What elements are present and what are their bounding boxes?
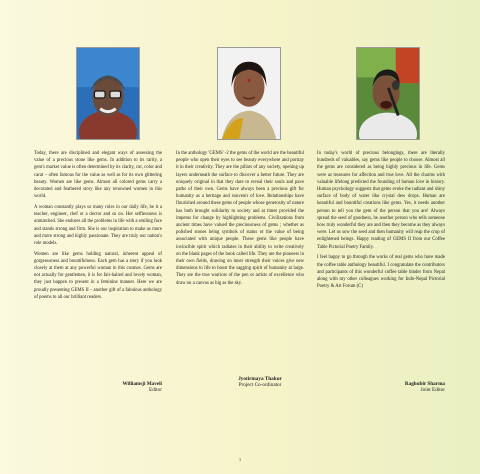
text-column-coordinator — [176, 150, 304, 290]
portrait-man-glasses-icon — [77, 48, 139, 139]
page-number: 3 — [239, 457, 241, 462]
signature-editor — [34, 381, 162, 393]
portrait-photo-editor — [76, 47, 140, 140]
paragraph: In the anthology 'GEMS' -2 the gems of the world are the beautiful people who open their eyes to see beauty everywhere and portray it in their creativity. They are the pillars of any society, opening up layers underneath the surface to discover a better future. They are uniquely original in that they dare to reveal their souls and pave paths of their own. Gems have always been a precious gift for humanity as a heritage and souvenir of love. Relationships have flourished around these gems of people whose generosity of nature has both brought solidarity to society and at times provided the impetus for change by highlighting problems. Civilizations from ancient times have valued the preciousness of gems ; whether as polished stones being symbols of status or the value of being associated with unique people. These gems like people have invincible spirit which radiates in their ability to write creatively on the blank pages of the book called life. They are the pioneers in their own fields, drawing on inner strength their voices give new dimensions to life to boost the sagging spirit of humanity at large. They are the true warriors of the pen or artists of excellence who draw on a canvas as big as the sky. — [176, 151, 304, 286]
signature-name: Raghubir Sharma — [404, 381, 445, 387]
paragraph: A woman constantly plays so many roles in our daily life, be it a teacher, engineer, chef or a doctor and so on. Her selflessness is unmatched. She endures all the problems in life with a smiling face and stands strong and firm. She is our inspiration to make us more and more strong and highly passionate. They are truly our nation's role models. — [34, 204, 162, 246]
portrait-man-microphone-icon — [357, 48, 419, 139]
paragraph: Today, there are disciplined and elegant ways of assessing the value of a precious stone like gems. In addition to its rarity, a gem's market value is often determined by its clarity, cut, color and carat – often famous for the value as well as for its own glittering beauty. Women are like gems. Almost all colored gems carry a decorated and feathered story like any renowned women in this world. — [34, 151, 162, 200]
signature-role: Editor — [149, 387, 162, 394]
signature-name: Jyotirmaya Thakur — [238, 376, 282, 382]
portrait-photo-joint-editor — [356, 47, 420, 140]
portrait-woman-icon — [218, 48, 280, 139]
text-column-editor — [34, 150, 162, 305]
portrait-photo-coordinator — [217, 47, 281, 140]
signature-role: Joint Editor — [420, 387, 445, 394]
paragraph: I feel happy to go through the works of real gems who have made the coffee table anthology beautiful. I congratulate the contributors and participants of this wonderful coffee table binder from Nepal along with my other colleagues working for Indo-Nepal Pictorial Poetry & Art Forum (C) — [317, 255, 445, 290]
text-column-joint-editor — [317, 150, 445, 294]
signature-coordinator — [226, 376, 294, 388]
signature-role: Project Co-ordinator — [238, 382, 282, 389]
paragraph: Women are like gems holding natural, inherent appeal of gorgeousness and bountifulness. Each gem has a story if you look closely at them at any powerful woman in this cosmos. Gems are not actually for gentlemen, it is for fair-haired and lovely woman, they just happen to present in a feminine manner. Here we are proudly presenting GEMS II – another gift of a fabulous anthology of poems to all our brilliant readers. — [34, 251, 162, 300]
signature-joint-editor — [317, 381, 445, 393]
paragraph: In today's world of precious belongings, there are literally hundreds of valuables, say gems like people to choose. Almost all the gems are considered as being highly precious in life. Gems were as treasures for affection and true love. All the charms with valuable lifelong predicted the founding of human love in history. Human psychology suggests that gems evoke the radiant and shiny surface of body of water like crystal dew drops. Human are beautiful and bountiful creations like gems. Yes, it needs another person to tell you the gem of the person that you are! Always spread the seed of goodness, be another person who tells someone how truly wonderful they are and then they become as they always were. Let us sow the seed and then humanity will reap the crop of enlightened beings. Happy reading of GEMS II from our Coffee Table Pictorial Poetry Family. — [317, 151, 445, 250]
signature-name: Williamsji Maveli — [122, 381, 162, 387]
